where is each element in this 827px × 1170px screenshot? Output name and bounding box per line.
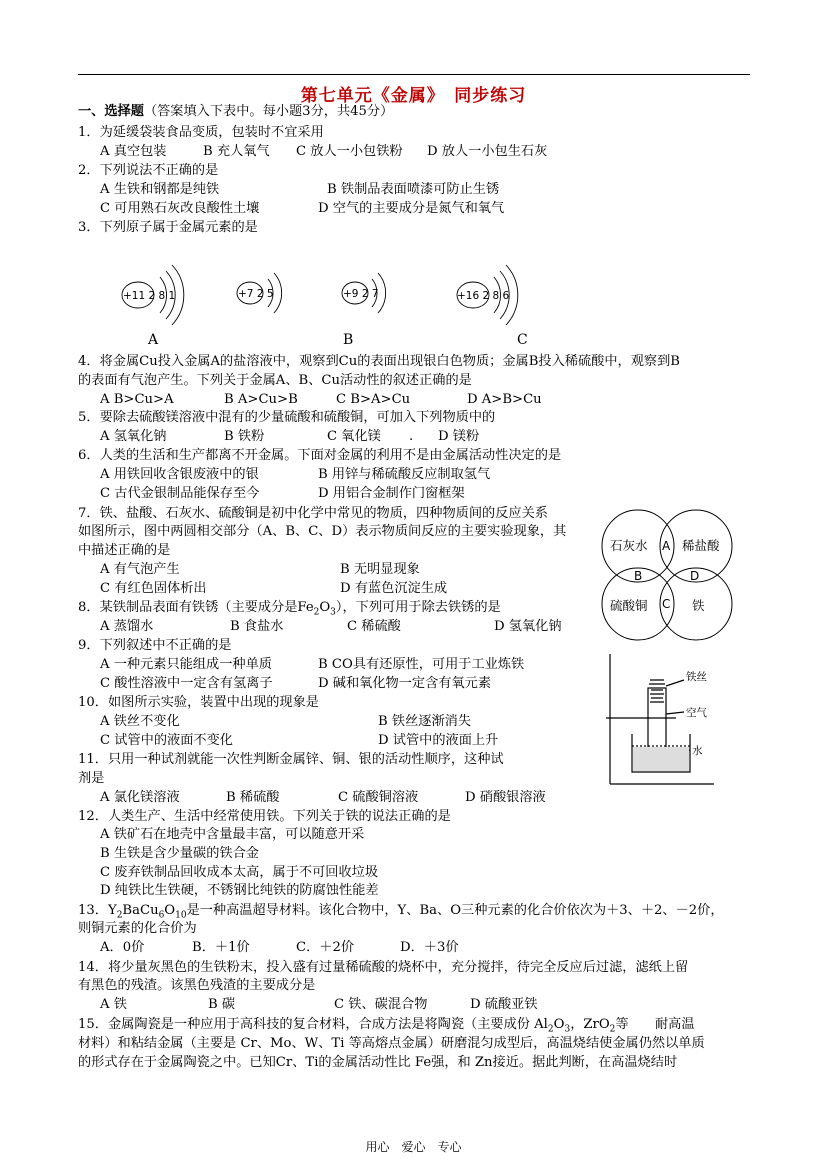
water-fill	[633, 747, 689, 771]
q15-l1d: 等 耐高温	[615, 1017, 695, 1032]
q4-stem-line2: 的表面有气泡产生。下列关于金属A、B、Cu活动性的叙述正确的是	[78, 373, 472, 388]
q9-option-a: A 一种元素只能组成一种单质	[100, 657, 272, 672]
q14-option-d: D 硫酸亚铁	[470, 997, 538, 1012]
q13-s3: 10	[175, 910, 187, 921]
venn-label-limewater: 石灰水	[610, 538, 648, 553]
q8-stem-post: ），下列可用于除去铁锈的是	[335, 600, 501, 615]
q12-option-b: B 生铁是含少量碳的铁合金	[100, 846, 259, 861]
q2-option-b: B 铁制品表面喷漆可防止生锈	[327, 182, 500, 197]
q8-sub-3: 3	[330, 607, 336, 618]
section-heading	[78, 103, 393, 121]
q4-stem-line1: 4．将金属Cu投入金属A的盐溶液中，观察到Cu的表面出现银白色物质；金属B投入稀硫酸中，观察到B	[78, 354, 680, 369]
q5-option-a: A 氢氧化钠	[100, 429, 167, 444]
q13-f3: O	[164, 903, 176, 918]
q10-stem: 10．如图所示实验，装置中出现的现象是	[78, 695, 319, 710]
q6-option-c: C 古代金银制品能保存至今	[100, 486, 260, 501]
section-head: 一、选择题	[78, 104, 144, 119]
q4-option-c: C B>A>Cu	[336, 392, 411, 407]
venn-diagram	[600, 508, 750, 648]
page-footer: 用心 爱心 专心	[365, 1140, 462, 1154]
q13-s1: 2	[116, 910, 123, 921]
venn-region-a: A	[662, 539, 671, 553]
q4-option-a: A B>Cu>A	[100, 392, 174, 407]
q9-option-c: C 酸性溶液中一定含有氢离子	[100, 676, 273, 691]
header-rule	[78, 74, 750, 75]
q4-option-d: D A>B>Cu	[467, 392, 542, 407]
q6-option-d: D 用铝合金制作门窗框架	[318, 486, 465, 501]
q8-stem-o: O	[319, 600, 331, 615]
q14-stem-line1: 14．将少量灰黑色的生铁粉末，投入盛有过量稀硫酸的烧杯中，充分搅拌，待完全反应后过滤，滤纸上留	[78, 960, 689, 975]
q3-label-c: C	[517, 332, 528, 348]
venn-label-iron: 铁	[692, 598, 705, 613]
q5-stray-dot: .	[409, 429, 414, 444]
q7-option-b: B 无明显现象	[340, 562, 420, 577]
q13-option-c: C．＋2价	[296, 940, 355, 955]
q7-stem-line3: 中描述正确的是	[78, 543, 171, 558]
iron-wire-coil	[649, 680, 665, 702]
q3-stem: 3．下列原子属于金属元素的是	[78, 220, 258, 235]
label-iron-wire: 铁丝	[686, 671, 707, 683]
q11-option-c: C 硫酸铜溶液	[338, 790, 419, 805]
q13-option-d: D．＋3价	[400, 940, 459, 955]
atom-label-4: +16 2 8 6	[457, 290, 510, 302]
q7-stem-line1: 7．铁、盐酸、石灰水、硫酸铜是初中化学中常见的物质，四种物质间的反应关系	[78, 506, 548, 521]
q2-stem: 2．下列说法不正确的是	[78, 163, 219, 178]
label-air: 空气	[686, 707, 707, 719]
q10-option-c: C 试管中的液面不变化	[100, 733, 233, 748]
test-tube	[648, 688, 666, 750]
q15-l1a: 15．金属陶瓷是一种应用于高科技的复合材料，合成方法是将陶瓷（主要成份 Al	[78, 1017, 548, 1032]
q13-option-b: B．＋1价	[192, 940, 250, 955]
q5-option-c: C 氧化镁	[327, 429, 381, 444]
q12-stem: 12．人类生产、生活中经常使用铁。下列关于铁的说法正确的是	[78, 809, 451, 824]
pointer-wire	[666, 680, 684, 686]
q6-option-b: B 用锌与稀硫酸反应制取氢气	[318, 467, 491, 482]
q11-stem-line2: 剂是	[78, 771, 105, 786]
q10-option-d: D 试管中的液面上升	[378, 733, 499, 748]
q8-stem-pre: 8．某铁制品表面有铁锈（主要成分是Fe	[78, 600, 314, 615]
q3-label-a: A	[148, 332, 159, 348]
atom-label-1: +11 2 8 1	[123, 290, 176, 302]
q12-option-a: A 铁矿石在地壳中含量最丰富，可以随意开采	[100, 827, 365, 842]
q15-l1c: ，ZrO	[570, 1017, 610, 1032]
q1-option-c: C 放人一小包铁粉	[296, 144, 403, 159]
q5-stem: 5．要除去硫酸镁溶液中混有的少量硫酸和硫酸铜，可加入下列物质中的	[78, 410, 496, 425]
q15-l1s1: 2	[547, 1024, 554, 1035]
q13-option-a: A．0价	[100, 940, 145, 955]
q13-stem-line2: 则铜元素的化合价为	[78, 921, 197, 936]
q5-option-d: D 镁粉	[438, 429, 480, 444]
pointer-air	[666, 712, 684, 714]
q7-option-d: D 有蓝色沉淀生成	[340, 581, 448, 596]
q15-stem-line2: 材料）和粘结金属（主要是 Cr、Mo、W、Ti 等高熔点金属）研磨混匀成型后，高温烧结使金属仍然以单质	[78, 1036, 705, 1051]
q8-sub-2: 2	[313, 607, 320, 618]
page-title: 第七单元《金属》 同步练习	[300, 86, 527, 106]
q14-stem-line2: 有黑色的残渣。该黑色残渣的主要成分是	[78, 978, 316, 993]
q6-option-a: A 用铁回收含银废液中的银	[100, 467, 259, 482]
q9-option-b: B CO具有还原性，可用于工业炼铁	[318, 657, 525, 672]
q12-option-d: D 纯铁比生铁硬，不锈钢比纯铁的防腐蚀性能差	[100, 883, 379, 898]
q8-option-a: A 蒸馏水	[100, 619, 154, 634]
q15-l1s2: 3	[564, 1024, 571, 1035]
atom-diagrams	[0, 255, 827, 355]
venn-region-b: B	[634, 569, 643, 583]
q1-option-a: A 真空包装	[100, 144, 167, 159]
atom-label-3: +9 2 7	[343, 288, 379, 300]
venn-region-c: C	[662, 597, 671, 611]
q14-option-a: A 铁	[100, 997, 127, 1012]
q14-option-c: C 铁、碳混合物	[334, 997, 428, 1012]
atom-label-2: +7 2 5	[238, 288, 274, 300]
venn-label-cuso4: 硫酸铜	[610, 598, 648, 613]
q13-rest: 是一种高温超导材料。该化合物中，Y、Ba、O三种元素的化合价依次为＋3、＋2、－2价，	[186, 903, 724, 918]
q11-option-b: B 稀硫酸	[226, 790, 280, 805]
q3-label-b: B	[343, 332, 354, 348]
q7-option-c: C 有红色固体析出	[100, 581, 207, 596]
q8-option-b: B 食盐水	[230, 619, 284, 634]
q13-f2: BaCu	[122, 903, 159, 918]
q14-option-b: B 碳	[208, 997, 236, 1012]
q15-l1b: O	[553, 1017, 565, 1032]
q5-option-b: B 铁粉	[224, 429, 265, 444]
q2-option-c: C 可用熟石灰改良酸性土壤	[100, 201, 260, 216]
q7-stem-line2: 如图所示，图中两圆相交部分（A、B、C、D）表示物质间反应的主要实验现象，其	[78, 524, 567, 539]
q8-option-c: C 稀硫酸	[347, 619, 401, 634]
q11-option-a: A 氯化镁溶液	[100, 790, 180, 805]
q13-f1: 13．Y	[78, 903, 117, 918]
q8-option-d: D 氢氧化钠	[494, 619, 562, 634]
q1-stem: 1．为延缓袋装食品变质，包装时不宜采用	[78, 125, 324, 140]
q9-stem: 9．下列叙述中不正确的是	[78, 638, 232, 653]
q13-s2: 6	[158, 910, 165, 921]
q2-option-d: D 空气的主要成分是氮气和氧气	[318, 201, 505, 216]
q9-option-d: D 碱和氧化物一定含有氧元素	[318, 676, 492, 691]
section-note: （答案填入下表中。每小题3分，共45分）	[143, 104, 394, 119]
q11-option-d: D 硝酸银溶液	[465, 790, 546, 805]
q11-stem-line1: 11．只用一种试剂就能一次性判断金属锌、铜、银的活动性顺序，这种试	[78, 752, 504, 767]
iron-wire-apparatus	[596, 650, 736, 790]
q6-stem: 6．人类的生活和生产都离不开金属。下面对金属的利用不是由金属活动性决定的是	[78, 448, 562, 463]
q1-option-d: D 放人一小包生石灰	[427, 144, 548, 159]
q1-option-b: B 充人氧气	[203, 144, 270, 159]
q15-l1s3: 2	[609, 1024, 616, 1035]
label-water: 水	[692, 745, 703, 757]
q4-option-b: B A>Cu>B	[224, 392, 298, 407]
q12-option-c: C 废弃铁制品回收成本太高，属于不可回收垃圾	[100, 865, 379, 880]
venn-region-d: D	[690, 569, 700, 583]
venn-label-hcl: 稀盐酸	[682, 538, 720, 553]
q10-option-a: A 铁丝不变化	[100, 714, 180, 729]
q2-option-a: A 生铁和钢都是纯铁	[100, 182, 220, 197]
q7-option-a: A 有气泡产生	[100, 562, 180, 577]
q10-option-b: B 铁丝逐渐消失	[378, 714, 472, 729]
q15-stem-line3: 的形式存在于金属陶瓷之中。已知Cr、Ti的金属活动性比 Fe强，和 Zn接近。据此判断，在高温烧结时	[78, 1055, 678, 1070]
